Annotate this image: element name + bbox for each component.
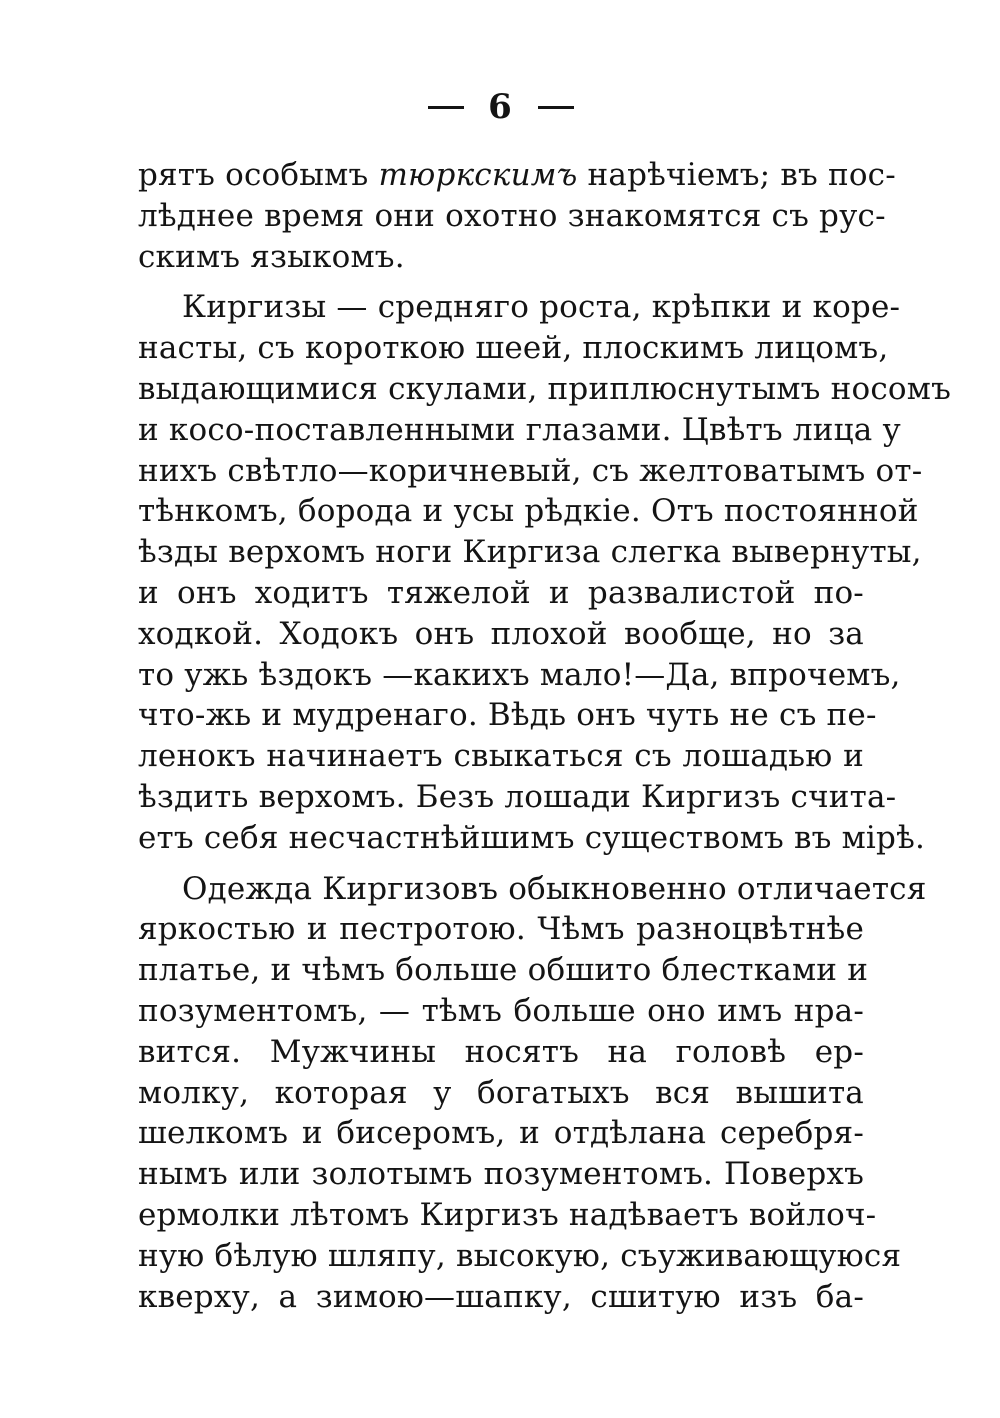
text-line: и косо-поставленными глазами. Цвѣтъ лица у	[138, 411, 901, 448]
text-line: ходкой. Ходокъ онъ плохой вообще, но за	[138, 615, 864, 652]
header-dash-left	[428, 106, 464, 109]
page-header	[0, 82, 1000, 132]
text-line: молку, которая у богатыхъ вся вышита	[138, 1074, 864, 1111]
paragraph-3	[138, 869, 927, 1318]
page-number: 6	[488, 87, 512, 127]
text-line: то ужь ѣздокъ —какихъ мало!—Да, впрочемъ,	[138, 656, 901, 693]
text-line: ѣздить верхомъ. Безъ лошади Киргизъ счита-	[138, 778, 897, 815]
text-line: что-жь и мудренаго. Вѣдь онъ чуть не съ пе-	[138, 697, 877, 734]
text-line: тѣнкомъ, борода и усы рѣдкіе. Отъ постоянной	[138, 493, 919, 530]
text-line: шелкомъ и бисеромъ, и отдѣлана серебря-	[138, 1115, 864, 1152]
text-line: ленокъ начинаетъ свыкаться съ лошадью и	[138, 738, 864, 775]
text-line: и онъ ходитъ тяжелой и развалистой по-	[138, 574, 864, 611]
italic-term: тюркскимъ	[378, 157, 578, 193]
text-line: ермолки лѣтомъ Киргизъ надѣваетъ войлоч-	[138, 1196, 877, 1233]
text-line: позументомъ, — тѣмъ больше оно имъ нра-	[138, 992, 864, 1029]
text-line: нихъ свѣтло—коричневый, съ желтоватымъ от-	[138, 452, 923, 489]
text-line: скимъ языкомъ.	[138, 238, 405, 275]
text-run: рятъ особымъ	[138, 157, 379, 193]
text-line: ную бѣлую шляпу, высокую, съуживающуюся	[138, 1237, 902, 1274]
text-line: кверху, а зимою—шапку, сшитую изъ ба-	[138, 1278, 864, 1315]
text-line: Одежда Киргизовъ обыкновенно отличается	[182, 870, 927, 907]
text-line: лѣднее время они охотно знакомятся съ рус-	[138, 197, 886, 234]
body-text	[138, 155, 952, 1317]
text-line: вится. Мужчины носятъ на головѣ ер-	[138, 1033, 864, 1070]
text-line	[138, 155, 896, 196]
text-line: платье, и чѣмъ больше обшито блестками и	[138, 952, 869, 989]
paragraph-2	[138, 287, 952, 858]
text-line: Киргизы — средняго роста, крѣпки и коре-	[182, 289, 901, 326]
text-line: яркостью и пестротою. Чѣмъ разноцвѣтнѣе	[138, 911, 864, 948]
text-line: нымъ или золотымъ позументомъ. Поверхъ	[138, 1156, 864, 1193]
text-run: нарѣчіемъ; въ пос-	[577, 157, 896, 193]
text-line: етъ себя несчастнѣйшимъ существомъ въ мірѣ.	[138, 819, 926, 856]
text-line: выдающимися скулами, приплюснутымъ носомъ	[138, 370, 952, 407]
paragraph-1	[138, 155, 896, 277]
text-line: ѣзды верхомъ ноги Киргиза слегка вывернуты,	[138, 534, 922, 571]
header-dash-right	[538, 106, 574, 109]
text-line: насты, съ короткою шеей, плоскимъ лицомъ,	[138, 330, 889, 367]
